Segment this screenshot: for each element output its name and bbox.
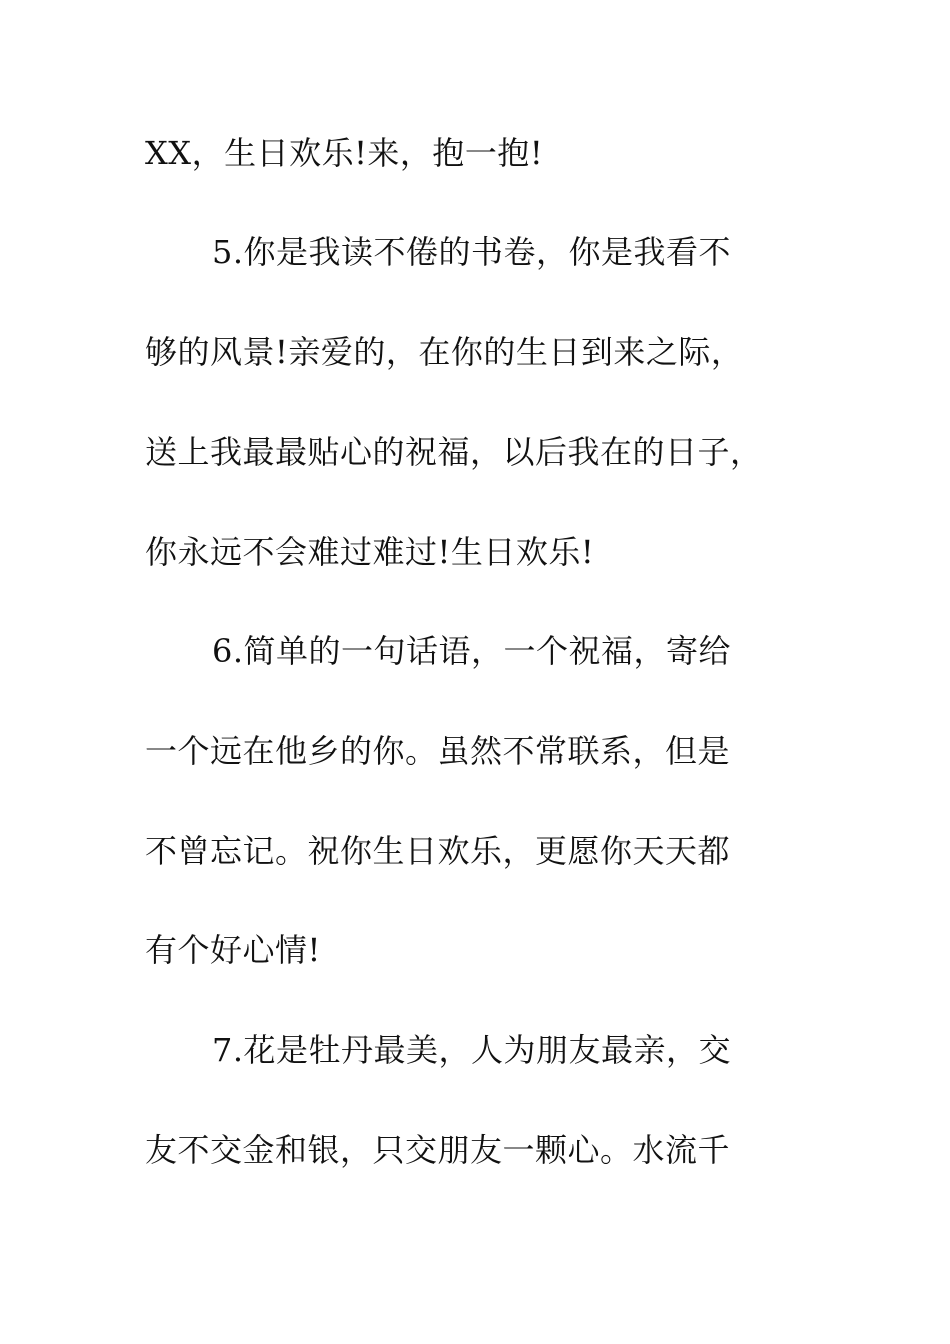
paragraph-7-start: 7.花是牡丹最美，人为朋友最亲，交: [212, 1031, 732, 1069]
text-line: 你永远不会难过难过!生日欢乐!: [145, 533, 595, 571]
text-line: 够的风景!亲爱的，在你的生日到来之际，: [145, 333, 744, 371]
text-line: 有个好心情!: [145, 931, 321, 969]
text-line: 送上我最最贴心的祝福，以后我在的日子，: [145, 433, 763, 471]
text-line: 不曾忘记。祝你生日欢乐，更愿你天天都: [145, 832, 731, 870]
text-line: 友不交金和银，只交朋友一颗心。水流千: [145, 1131, 731, 1169]
paragraph-5-start: 5.你是我读不倦的书卷，你是我看不: [212, 233, 732, 271]
text-line: 一个远在他乡的你。虽然不常联系，但是: [145, 732, 731, 770]
paragraph-6-start: 6.简单的一句话语，一个祝福，寄给: [212, 632, 732, 670]
text-line: XX，生日欢乐!来，抱一抱!: [145, 134, 544, 172]
